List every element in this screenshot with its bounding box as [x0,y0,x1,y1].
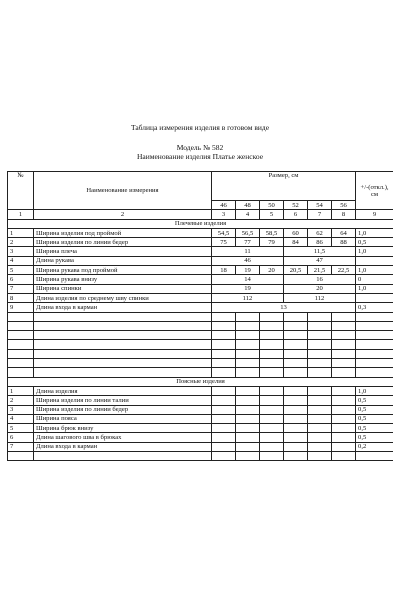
document-title: Таблица измерения изделия в готовом виде [130,123,270,132]
size-value-cell [260,442,284,451]
row-number: 1 [8,228,34,237]
empty-cell [332,321,356,330]
empty-cell [236,340,260,349]
index-cell: 3 [212,210,236,219]
size-value-cell [284,396,308,405]
row-name [34,452,212,461]
tolerance-cell: 0,3 [356,303,393,312]
size-value-cell: 16 [284,275,356,284]
row-number [8,452,34,461]
row-number: 3 [8,405,34,414]
size-value-cell [308,442,332,451]
empty-cell [34,331,212,340]
empty-cell [260,312,284,321]
size-header-cell: 56 [332,201,356,210]
size-value-cell [212,433,236,442]
empty-cell [356,349,393,358]
size-value-cell [284,433,308,442]
empty-cell [284,321,308,330]
empty-cell [284,368,308,377]
index-cell: 4 [236,210,260,219]
size-value-cell: 62 [308,228,332,237]
size-value-cell [260,405,284,414]
table-row [8,247,394,256]
empty-cell [212,359,236,368]
size-value-cell: 112 [212,293,284,302]
row-name: Ширина изделия по линии бедер [34,238,212,247]
table-row [8,424,394,433]
empty-cell [212,321,236,330]
empty-cell [308,359,332,368]
row-name: Ширина изделия по линии бедер [34,405,212,414]
row-number: 5 [8,424,34,433]
size-value-cell: 21,5 [308,266,332,275]
row-number: 7 [8,442,34,451]
table-row [8,303,394,312]
table-row [8,284,394,293]
size-value-cell [260,424,284,433]
empty-cell [212,312,236,321]
size-value-cell: 14 [212,275,284,284]
row-name: Длина рукава [34,256,212,265]
index-cell: 2 [34,210,212,219]
table-row [8,238,394,247]
size-header-cell: 50 [260,201,284,210]
table-row [8,275,394,284]
empty-cell [308,349,332,358]
header-index-row [8,210,394,219]
empty-cell [236,331,260,340]
empty-cell [8,349,34,358]
size-value-cell [236,452,260,461]
empty-cell [356,340,393,349]
empty-row [8,331,394,340]
size-value-cell [260,396,284,405]
size-value-cell [212,424,236,433]
empty-cell [8,321,34,330]
size-value-cell [236,424,260,433]
row-number: 7 [8,284,34,293]
table-row [8,293,394,302]
empty-cell [260,349,284,358]
size-value-cell [308,405,332,414]
size-value-cell [212,386,236,395]
index-cell: 5 [260,210,284,219]
size-value-cell [308,396,332,405]
empty-cell [34,368,212,377]
table-row [8,396,394,405]
empty-row [8,312,394,321]
product-name: Наименование изделия Платье женское [136,152,264,161]
table-row [8,386,394,395]
size-value-cell: 18 [212,266,236,275]
empty-cell [260,368,284,377]
table-row [8,442,394,451]
empty-cell [8,359,34,368]
empty-cell [356,331,393,340]
tolerance-cell: 1,0 [356,386,393,395]
empty-cell [308,340,332,349]
empty-cell [236,368,260,377]
empty-cell [212,331,236,340]
row-name: Ширина плеча [34,247,212,256]
size-value-cell: 77 [236,238,260,247]
header-name: Наименование измерения [34,172,212,210]
table-row [8,405,394,414]
index-cell: 9 [356,210,393,219]
empty-cell [260,321,284,330]
tolerance-cell: 0,5 [356,414,393,423]
size-value-cell [284,405,308,414]
empty-cell [284,340,308,349]
measurement-table-container [7,171,393,482]
table-row [8,433,394,442]
empty-cell [332,349,356,358]
size-value-cell [332,405,356,414]
size-value-cell [212,405,236,414]
size-value-cell [236,433,260,442]
size-value-cell [284,414,308,423]
size-value-cell [284,424,308,433]
size-value-cell: 86 [308,238,332,247]
size-value-cell [308,424,332,433]
size-value-cell [284,386,308,395]
size-value-cell: 11 [212,247,284,256]
size-value-cell [308,386,332,395]
measurement-table [7,171,393,461]
size-value-cell: 60 [284,228,308,237]
empty-cell [332,312,356,321]
empty-cell [308,312,332,321]
empty-cell [332,340,356,349]
row-number: 9 [8,303,34,312]
size-value-cell: 20,5 [284,266,308,275]
size-value-cell: 47 [284,256,356,265]
size-value-cell: 58,5 [260,228,284,237]
row-name: Ширина пояса [34,414,212,423]
size-value-cell: 64 [332,228,356,237]
empty-cell [332,368,356,377]
header-tolerance: +/-(откл.), см [356,172,393,210]
table-row [8,452,394,461]
row-number: 6 [8,433,34,442]
tolerance-cell: 1,0 [356,266,393,275]
size-header-cell: 46 [212,201,236,210]
size-header-cell: 54 [308,201,332,210]
size-value-cell [308,414,332,423]
empty-cell [356,312,393,321]
tolerance-cell: 0,5 [356,238,393,247]
size-header-cell: 52 [284,201,308,210]
model-number: Модель № 582 [176,143,224,152]
row-name: Длина изделия по среднему шву спинки [34,293,212,302]
index-cell: 1 [8,210,34,219]
empty-cell [8,368,34,377]
size-value-cell [332,386,356,395]
row-name: Длина входа в карман [34,442,212,451]
size-value-cell [332,442,356,451]
size-value-cell: 13 [212,303,356,312]
size-value-cell: 20 [260,266,284,275]
row-number: 8 [8,293,34,302]
size-value-cell: 54,5 [212,228,236,237]
table-row [8,256,394,265]
size-value-cell: 19 [236,266,260,275]
empty-row [8,368,394,377]
empty-row [8,359,394,368]
index-cell: 7 [308,210,332,219]
size-value-cell: 84 [284,238,308,247]
size-value-cell [212,442,236,451]
empty-cell [284,359,308,368]
index-cell: 8 [332,210,356,219]
tolerance-cell [356,293,393,302]
row-number: 2 [8,238,34,247]
size-value-cell [284,442,308,451]
empty-cell [356,359,393,368]
row-name: Ширина спинки [34,284,212,293]
row-number: 1 [8,386,34,395]
section-header-row [8,377,394,386]
size-value-cell [236,442,260,451]
tolerance-cell [356,256,393,265]
empty-cell [34,321,212,330]
size-value-cell [260,452,284,461]
size-value-cell [284,452,308,461]
section-header-row [8,219,394,228]
size-value-cell [332,396,356,405]
size-value-cell: 46 [212,256,284,265]
row-name: Ширина брюк внизу [34,424,212,433]
size-value-cell [260,414,284,423]
size-value-cell: 112 [284,293,356,302]
empty-cell [212,340,236,349]
header-num: № [8,172,34,210]
row-name: Ширина изделия по линии талии [34,396,212,405]
empty-cell [34,349,212,358]
empty-cell [356,368,393,377]
index-cell: 6 [284,210,308,219]
row-name: Длина изделия [34,386,212,395]
size-value-cell [260,433,284,442]
empty-cell [34,340,212,349]
size-value-cell [212,414,236,423]
header-row [8,172,394,201]
size-header-cell: 48 [236,201,260,210]
empty-cell [8,312,34,321]
empty-cell [34,359,212,368]
empty-cell [212,349,236,358]
size-value-cell [260,386,284,395]
row-name: Ширина рукава внизу [34,275,212,284]
size-value-cell [332,424,356,433]
empty-cell [332,359,356,368]
size-value-cell: 56,5 [236,228,260,237]
empty-row [8,340,394,349]
row-number: 6 [8,275,34,284]
table-row [8,266,394,275]
section-title: Поясные изделия [8,377,394,386]
size-value-cell [308,452,332,461]
size-value-cell [332,433,356,442]
row-name: Ширина изделия под проймой [34,228,212,237]
empty-cell [8,340,34,349]
row-number: 4 [8,256,34,265]
row-name: Ширина рукава под проймой [34,266,212,275]
empty-cell [356,321,393,330]
tolerance-cell: 0 [356,275,393,284]
empty-cell [260,331,284,340]
size-value-cell [212,396,236,405]
tolerance-cell: 0,5 [356,433,393,442]
size-value-cell: 11,5 [284,247,356,256]
empty-cell [260,359,284,368]
header-size-group: Размер, см [212,172,356,201]
table-row [8,414,394,423]
empty-cell [284,331,308,340]
tolerance-cell: 0,5 [356,405,393,414]
size-value-cell [332,452,356,461]
tolerance-cell: 0,2 [356,442,393,451]
empty-cell [308,331,332,340]
empty-row [8,321,394,330]
size-value-cell [236,414,260,423]
empty-cell [236,321,260,330]
empty-cell [308,368,332,377]
tolerance-cell: 1,0 [356,228,393,237]
row-number: 4 [8,414,34,423]
empty-cell [236,349,260,358]
size-value-cell [308,433,332,442]
size-value-cell [236,386,260,395]
tolerance-cell: 1,0 [356,247,393,256]
size-value-cell: 20 [284,284,356,293]
row-number: 5 [8,266,34,275]
tolerance-cell: 0,5 [356,424,393,433]
empty-cell [236,359,260,368]
table-row [8,228,394,237]
size-value-cell [212,452,236,461]
row-name: Длина входа в карман [34,303,212,312]
empty-cell [284,349,308,358]
size-value-cell: 22,5 [332,266,356,275]
row-name: Длина шагового шва в брюках [34,433,212,442]
empty-row [8,349,394,358]
empty-cell [34,312,212,321]
size-value-cell: 79 [260,238,284,247]
section-title: Плечевые изделия [8,219,394,228]
tolerance-cell: 1,0 [356,284,393,293]
size-value-cell: 75 [212,238,236,247]
size-value-cell: 19 [212,284,284,293]
size-value-cell [236,396,260,405]
empty-cell [8,331,34,340]
size-value-cell [332,414,356,423]
row-number: 3 [8,247,34,256]
empty-cell [332,331,356,340]
empty-cell [212,368,236,377]
empty-cell [260,340,284,349]
size-value-cell [236,405,260,414]
row-number: 2 [8,396,34,405]
empty-cell [284,312,308,321]
empty-cell [236,312,260,321]
size-value-cell: 88 [332,238,356,247]
tolerance-cell [356,452,393,461]
empty-cell [308,321,332,330]
tolerance-cell: 0,5 [356,396,393,405]
